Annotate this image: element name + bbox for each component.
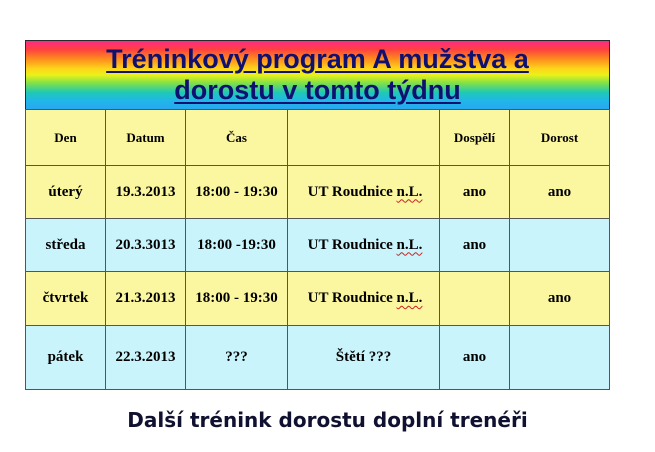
- cell-dospeli: ano: [440, 326, 510, 390]
- cell-datum: 22.3.2013: [106, 326, 186, 390]
- place-name: UT Roudnice: [307, 183, 393, 200]
- table-row: [26, 219, 610, 272]
- cell-dorost: [510, 326, 610, 390]
- cell-cas: 18:00 - 19:30: [186, 272, 288, 326]
- cell-datum: 19.3.2013: [106, 166, 186, 219]
- cell-datum: 21.3.2013: [106, 272, 186, 326]
- cell-dorost: ano: [510, 166, 610, 219]
- cell-cas: 18:00 - 19:30: [186, 166, 288, 219]
- cell-dorost: ano: [510, 272, 610, 326]
- cell-datum: 20.3.3013: [106, 219, 186, 272]
- place-name: UT Roudnice: [307, 236, 393, 253]
- place-suffix: n.L.: [396, 236, 423, 253]
- cell-misto: [288, 272, 440, 326]
- header-dospeli: Dospělí: [440, 110, 510, 166]
- cell-dospeli: ano: [440, 219, 510, 272]
- header-misto: [288, 110, 440, 166]
- cell-dorost: [510, 219, 610, 272]
- header-den: Den: [26, 110, 106, 166]
- title-line-2: dorostu v tomto týdnu: [174, 75, 461, 105]
- cell-den: středa: [26, 219, 106, 272]
- header-datum: Datum: [106, 110, 186, 166]
- table-row: [26, 272, 610, 326]
- title-banner: [25, 40, 610, 110]
- cell-den: úterý: [26, 166, 106, 219]
- place-name: UT Roudnice: [307, 290, 393, 306]
- cell-dospeli: ano: [440, 166, 510, 219]
- cell-misto: [288, 166, 440, 219]
- page-title: [26, 44, 609, 106]
- footer-note: Další trénink dorostu doplní trenéři: [127, 408, 528, 432]
- schedule-table: [25, 109, 610, 390]
- cell-cas: ???: [186, 326, 288, 390]
- table-row: [26, 166, 610, 219]
- table-header-row: [26, 110, 610, 166]
- title-line-1: Tréninkový program A mužstva a: [106, 44, 529, 74]
- cell-cas: 18:00 -19:30: [186, 219, 288, 272]
- cell-den: pátek: [26, 326, 106, 390]
- table-row: [26, 326, 610, 390]
- place-suffix: n.L.: [396, 183, 423, 200]
- cell-misto: Štětí ???: [288, 326, 440, 390]
- place-suffix: n.L.: [396, 290, 423, 306]
- cell-dospeli: [440, 272, 510, 326]
- cell-misto: [288, 219, 440, 272]
- header-cas: Čas: [186, 110, 288, 166]
- cell-den: čtvrtek: [26, 272, 106, 326]
- header-dorost: Dorost: [510, 110, 610, 166]
